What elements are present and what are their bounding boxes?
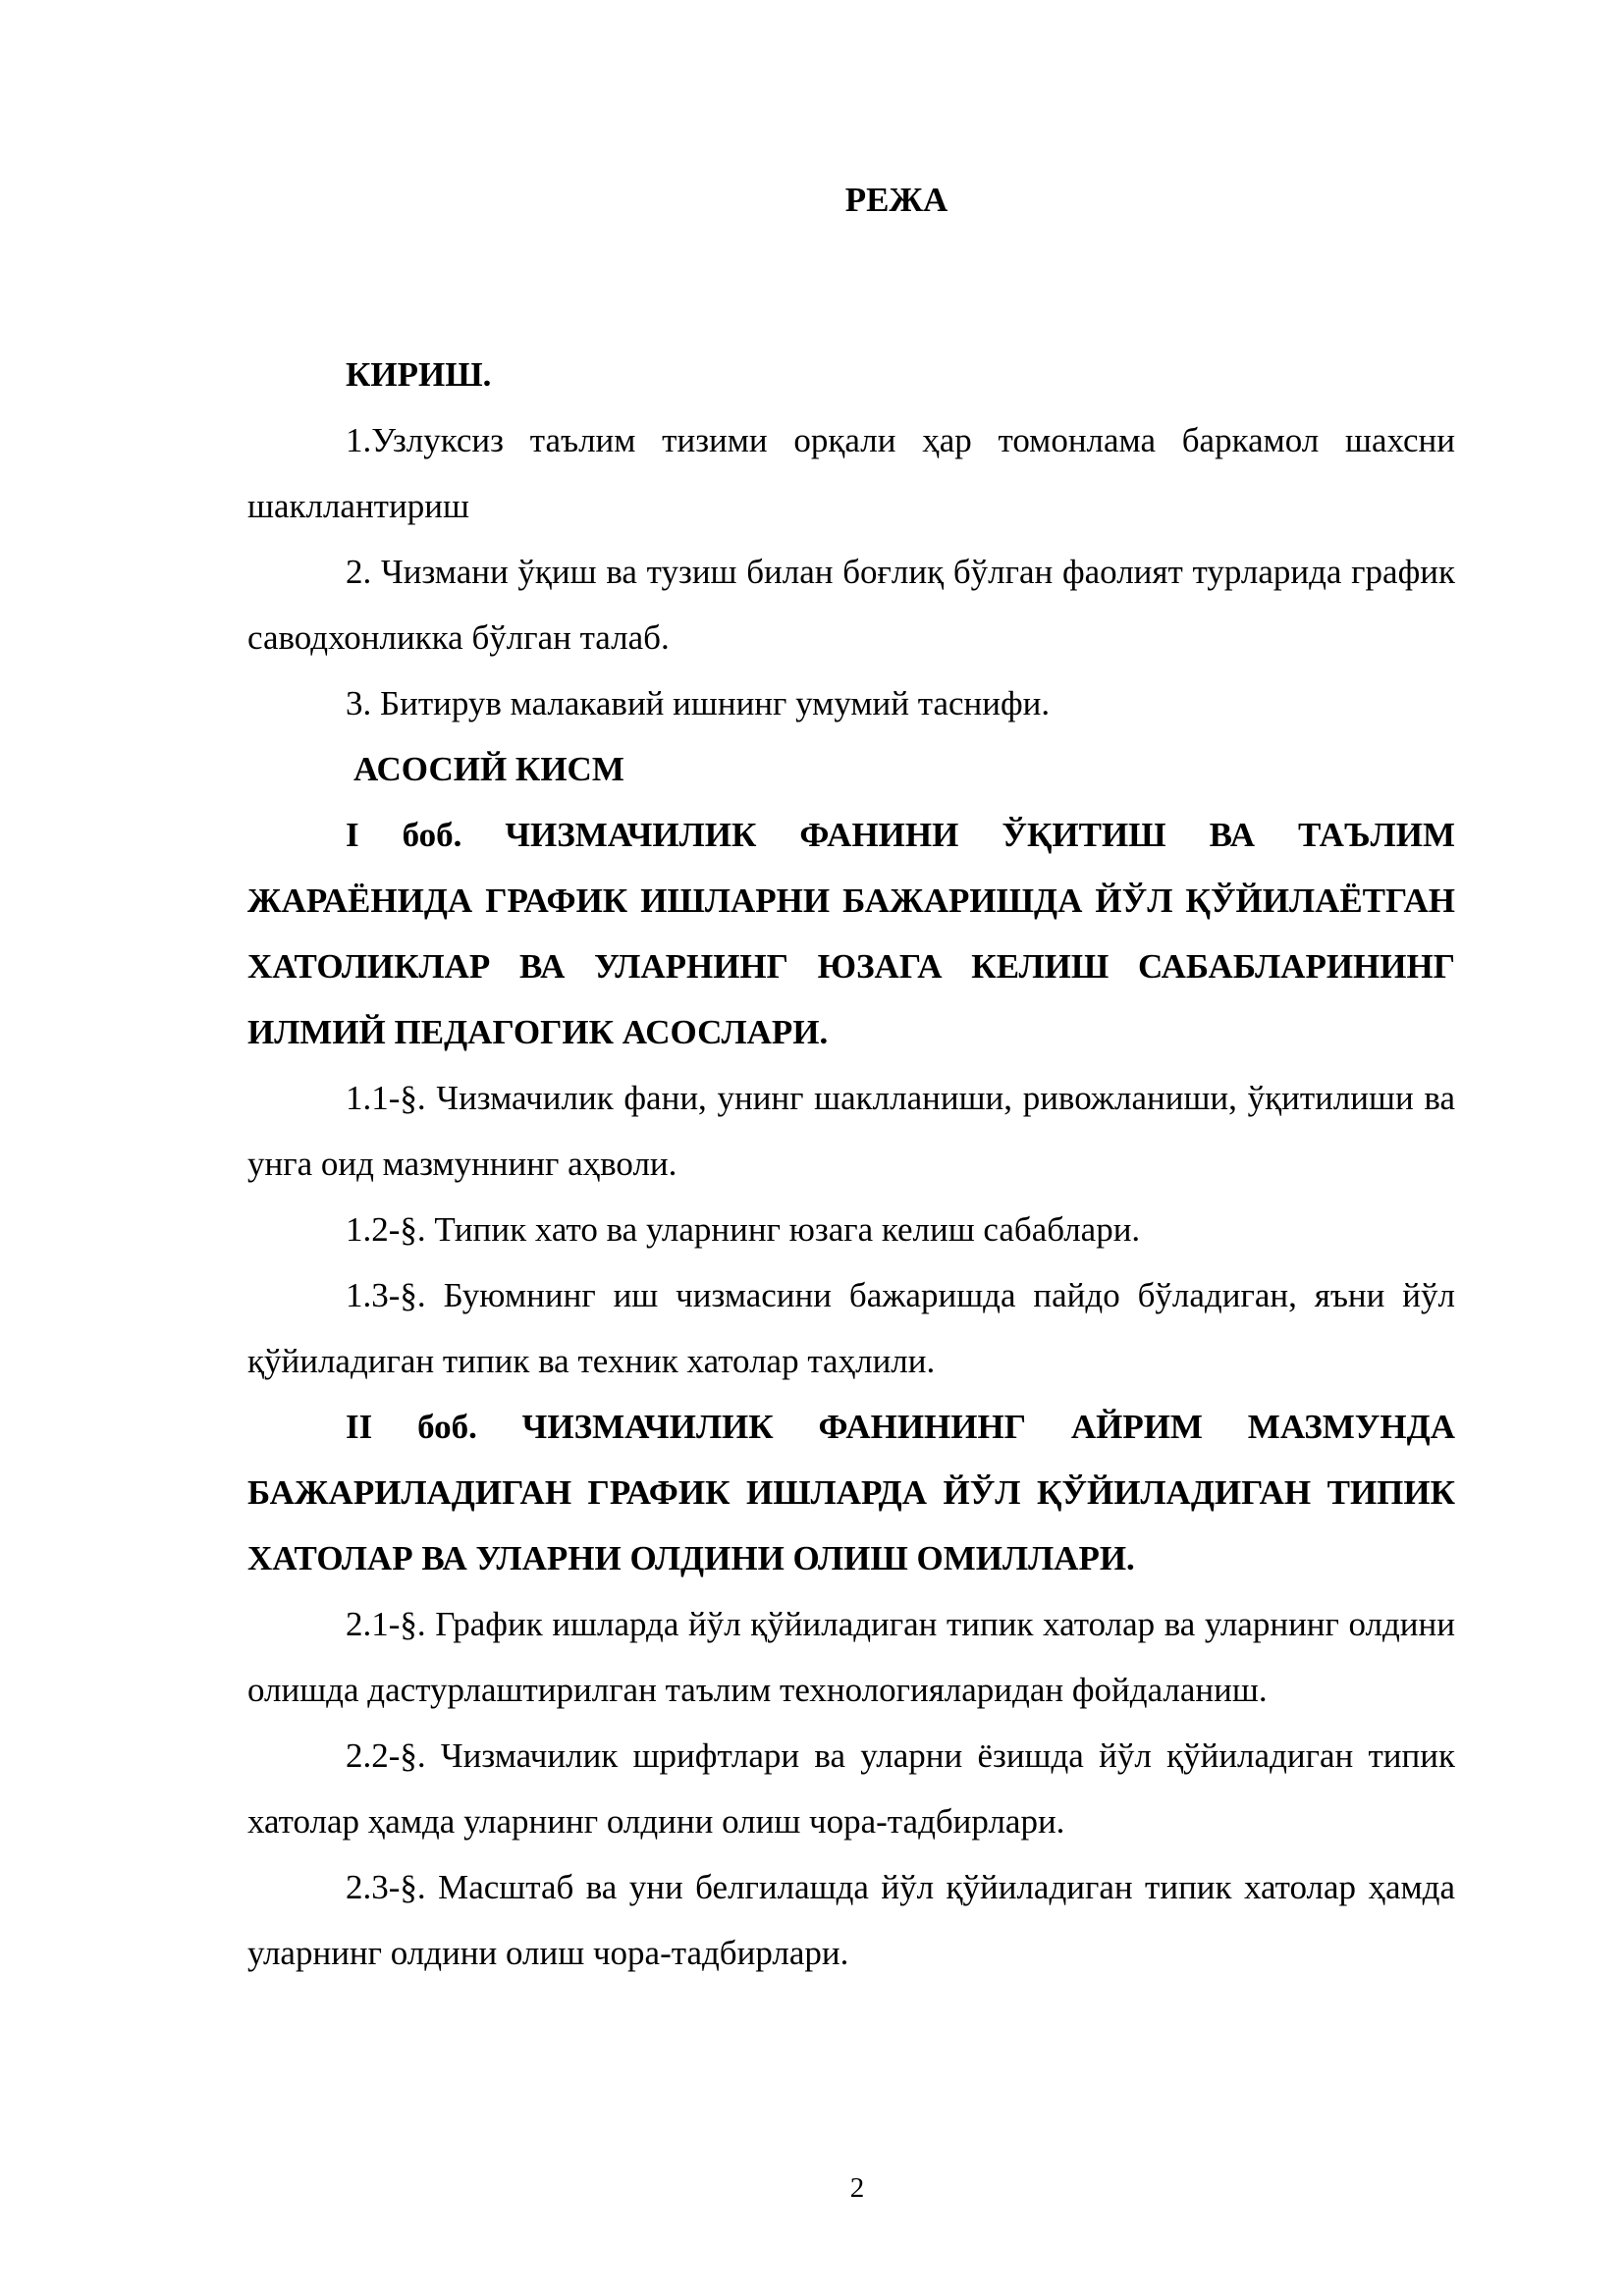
main-part-heading: АСОСИЙ КИСМ <box>353 750 624 788</box>
chapter-2-section: 2.1-§. График ишларда йўл қўйиладиган типик хатолар ва уларнинг олдини олишда дастурлаштирилган таълим технологияларидан фойдаланиш. <box>247 1605 1455 1709</box>
chapter-2-section: 2.3-§. Масштаб ва уни белгилашда йўл қўйиладиган типик хатолар ҳамда уларнинг олдини олиш чора-тадбирлари. <box>247 1868 1455 1972</box>
chapter-2-title: II боб. ЧИЗМАЧИЛИК ФАНИНИНГ АЙРИМ МАЗМУНДА БАЖАРИЛАДИГАН ГРАФИК ИШЛАРДА ЙЎЛ ҚЎЙИЛАДИГАН ТИПИК ХАТОЛАР ВА УЛАРНИ ОЛДИНИ ОЛИШ ОМИЛЛАРИ. <box>247 1408 1455 1577</box>
intro-item: 3. Битирув малакавий ишнинг умумий таснифи. <box>346 684 1051 722</box>
chapter-1-title: I боб. ЧИЗМАЧИЛИК ФАНИНИ ЎҚИТИШ ВА ТАЪЛИМ ЖАРАЁНИДА ГРАФИК ИШЛАРНИ БАЖАРИШДА ЙЎЛ ҚЎЙИЛАЁТГАН ХАТОЛИКЛАР ВА УЛАРНИНГ ЮЗАГА КЕЛИШ САБАБЛАРИНИНГ ИЛМИЙ ПЕДАГОГИК АСОСЛАРИ. <box>247 816 1455 1051</box>
chapter-1-section: 1.1-§. Чизмачилик фани, унинг шаклланиши, ривожланиши, ўқитилиши ва унга оид мазмуннинг аҳволи. <box>247 1079 1455 1183</box>
page-title: РЕЖА <box>844 181 948 219</box>
chapter-2-section: 2.2-§. Чизмачилик шрифтлари ва уларни ёзишда йўл қўйиладиган типик хатолар ҳамда уларнинг олдини олиш чора-тадбирлари. <box>247 1736 1455 1841</box>
intro-item: 1.Узлуксиз таълим тизими орқали ҳар томонлама баркамол шахсни шакллантириш <box>247 421 1455 525</box>
page-number: 2 <box>849 2172 865 2204</box>
table-of-contents <box>247 167 1455 1986</box>
intro-item: 2. Чизмани ўқиш ва тузиш билан боғлиқ бўлган фаолият турларида график саводхонликка бўлган талаб. <box>247 553 1455 657</box>
chapter-1-section: 1.3-§. Буюмнинг иш чизмасини бажаришда пайдо бўладиган, яъни йўл қўйиладиган типик ва техник хатолар таҳлили. <box>247 1276 1455 1380</box>
chapter-1-section: 1.2-§. Типик хато ва уларнинг юзага келиш сабаблари. <box>346 1210 1141 1249</box>
intro-heading: КИРИШ. <box>346 355 492 394</box>
